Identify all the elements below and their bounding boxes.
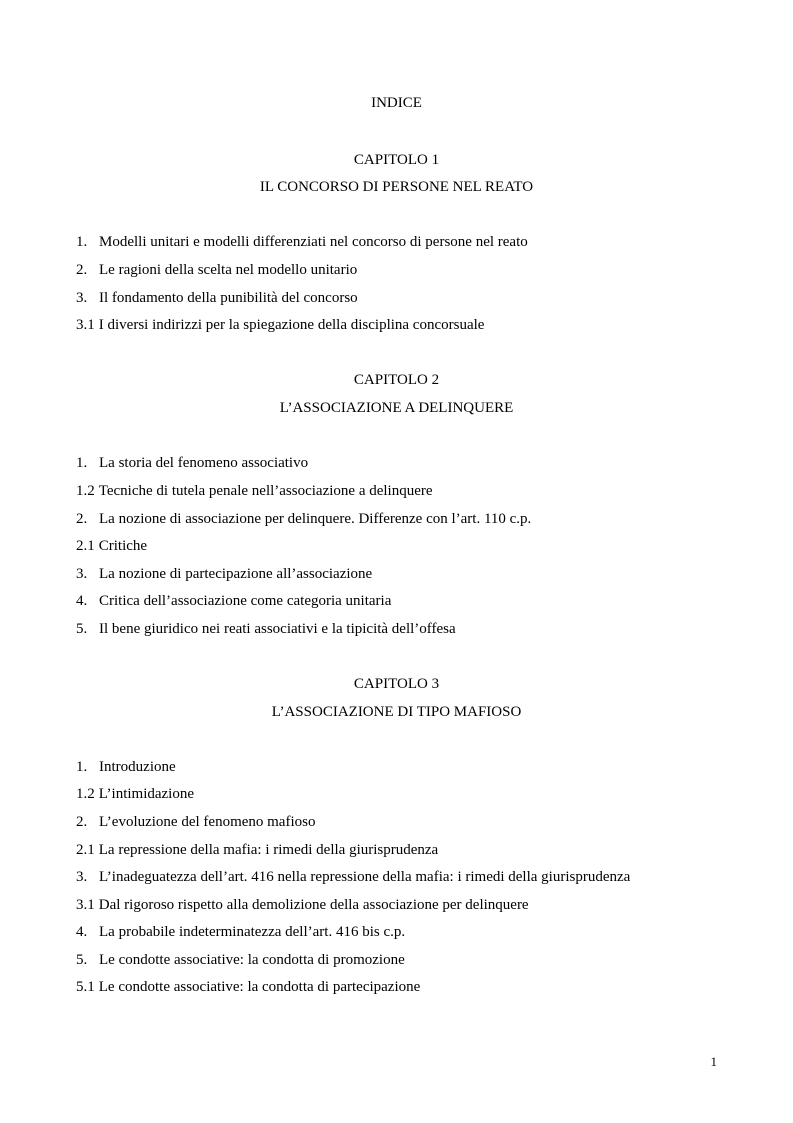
chapter-3-title: L’ASSOCIAZIONE DI TIPO MAFIOSO bbox=[271, 704, 522, 720]
toc-entry-text: Le condotte associative: la condotta di partecipazione bbox=[98, 979, 421, 995]
toc-entry bbox=[76, 289, 358, 307]
chapter-1-label: CAPITOLO 1 bbox=[353, 152, 440, 168]
toc-entry-number: 2.1 bbox=[76, 538, 95, 554]
toc-entry bbox=[76, 482, 433, 500]
toc-entry bbox=[76, 537, 147, 555]
toc-entry-number: 1. bbox=[76, 234, 88, 250]
toc-entry bbox=[76, 896, 529, 914]
toc-entry-text: L’inadeguatezza dell’art. 416 nella repressione della mafia: i rimedi della giurisprudenza bbox=[99, 869, 631, 885]
toc-entry-number: 2.1 bbox=[76, 842, 95, 858]
toc-entry-number: 5. bbox=[76, 952, 88, 968]
toc-entry bbox=[76, 841, 438, 859]
toc-entry-text: Le condotte associative: la condotta di promozione bbox=[99, 952, 405, 968]
toc-entry bbox=[76, 565, 372, 583]
toc-entry-text: Il bene giuridico nei reati associativi e la tipicità dell’offesa bbox=[99, 621, 456, 637]
toc-entry-number: 1.2 bbox=[76, 483, 95, 499]
toc-entry bbox=[76, 261, 357, 279]
toc-entry-text: La probabile indeterminatezza dell’art. 416 bis c.p. bbox=[99, 924, 406, 940]
index-title: INDICE bbox=[371, 95, 422, 111]
toc-entry bbox=[76, 316, 484, 334]
toc-entry bbox=[76, 592, 391, 610]
toc-entry-number: 4. bbox=[76, 593, 88, 609]
toc-entry-text: Tecniche di tutela penale nell’associazione a delinquere bbox=[98, 483, 433, 499]
page-number: 1 bbox=[710, 1054, 717, 1069]
toc-entry-number: 4. bbox=[76, 924, 88, 940]
toc-entry bbox=[76, 923, 405, 941]
chapter-3-label: CAPITOLO 3 bbox=[353, 676, 440, 692]
toc-entry-text: Dal rigoroso rispetto alla demolizione della associazione per delinquere bbox=[98, 897, 529, 913]
chapter-1-title: IL CONCORSO DI PERSONE NEL REATO bbox=[259, 179, 534, 195]
toc-entry-text: L’intimidazione bbox=[98, 786, 195, 802]
toc-entry-text: La storia del fenomeno associativo bbox=[99, 455, 309, 471]
toc-entry bbox=[76, 978, 420, 996]
toc-entry-text: I diversi indirizzi per la spiegazione della disciplina concorsuale bbox=[98, 317, 485, 333]
toc-entry bbox=[76, 454, 308, 472]
toc-entry-text: La nozione di associazione per delinquere. Differenze con l’art. 110 c.p. bbox=[99, 511, 532, 527]
toc-entry-text: La nozione di partecipazione all’associazione bbox=[99, 566, 373, 582]
chapter-2-title: L’ASSOCIAZIONE A DELINQUERE bbox=[279, 400, 514, 416]
toc-entry-number: 3. bbox=[76, 566, 88, 582]
toc-entry-text: L’evoluzione del fenomeno mafioso bbox=[99, 814, 316, 830]
toc-entry bbox=[76, 233, 528, 251]
toc-entry-number: 2. bbox=[76, 511, 88, 527]
toc-entry bbox=[76, 951, 405, 969]
toc-entry-number: 5. bbox=[76, 621, 88, 637]
toc-entry-number: 3. bbox=[76, 869, 88, 885]
toc-entry-text: Il fondamento della punibilità del concorso bbox=[99, 290, 358, 306]
toc-entry-number: 3.1 bbox=[76, 897, 95, 913]
toc-entry-text: Modelli unitari e modelli differenziati nel concorso di persone nel reato bbox=[99, 234, 528, 250]
chapter-2-label: CAPITOLO 2 bbox=[353, 372, 440, 388]
toc-entry-number: 3. bbox=[76, 290, 88, 306]
toc-entry bbox=[76, 785, 194, 803]
toc-entry-number: 1.2 bbox=[76, 786, 95, 802]
toc-entry-number: 2. bbox=[76, 262, 88, 278]
toc-entry bbox=[76, 758, 176, 776]
toc-entry-number: 1. bbox=[76, 455, 88, 471]
toc-entry-text: Introduzione bbox=[99, 759, 176, 775]
toc-entry-number: 5.1 bbox=[76, 979, 95, 995]
toc-entry-number: 2. bbox=[76, 814, 88, 830]
toc-entry bbox=[76, 620, 456, 638]
toc-entry-text: La repressione della mafia: i rimedi della giurisprudenza bbox=[98, 842, 439, 858]
toc-entry-number: 1. bbox=[76, 759, 88, 775]
toc-entry-text: Le ragioni della scelta nel modello unitario bbox=[99, 262, 358, 278]
toc-entry-number: 3.1 bbox=[76, 317, 95, 333]
toc-entry-text: Critiche bbox=[98, 538, 148, 554]
toc-entry bbox=[76, 868, 630, 886]
toc-entry bbox=[76, 510, 531, 528]
toc-entry-text: Critica dell’associazione come categoria unitaria bbox=[99, 593, 392, 609]
toc-entry bbox=[76, 813, 315, 831]
